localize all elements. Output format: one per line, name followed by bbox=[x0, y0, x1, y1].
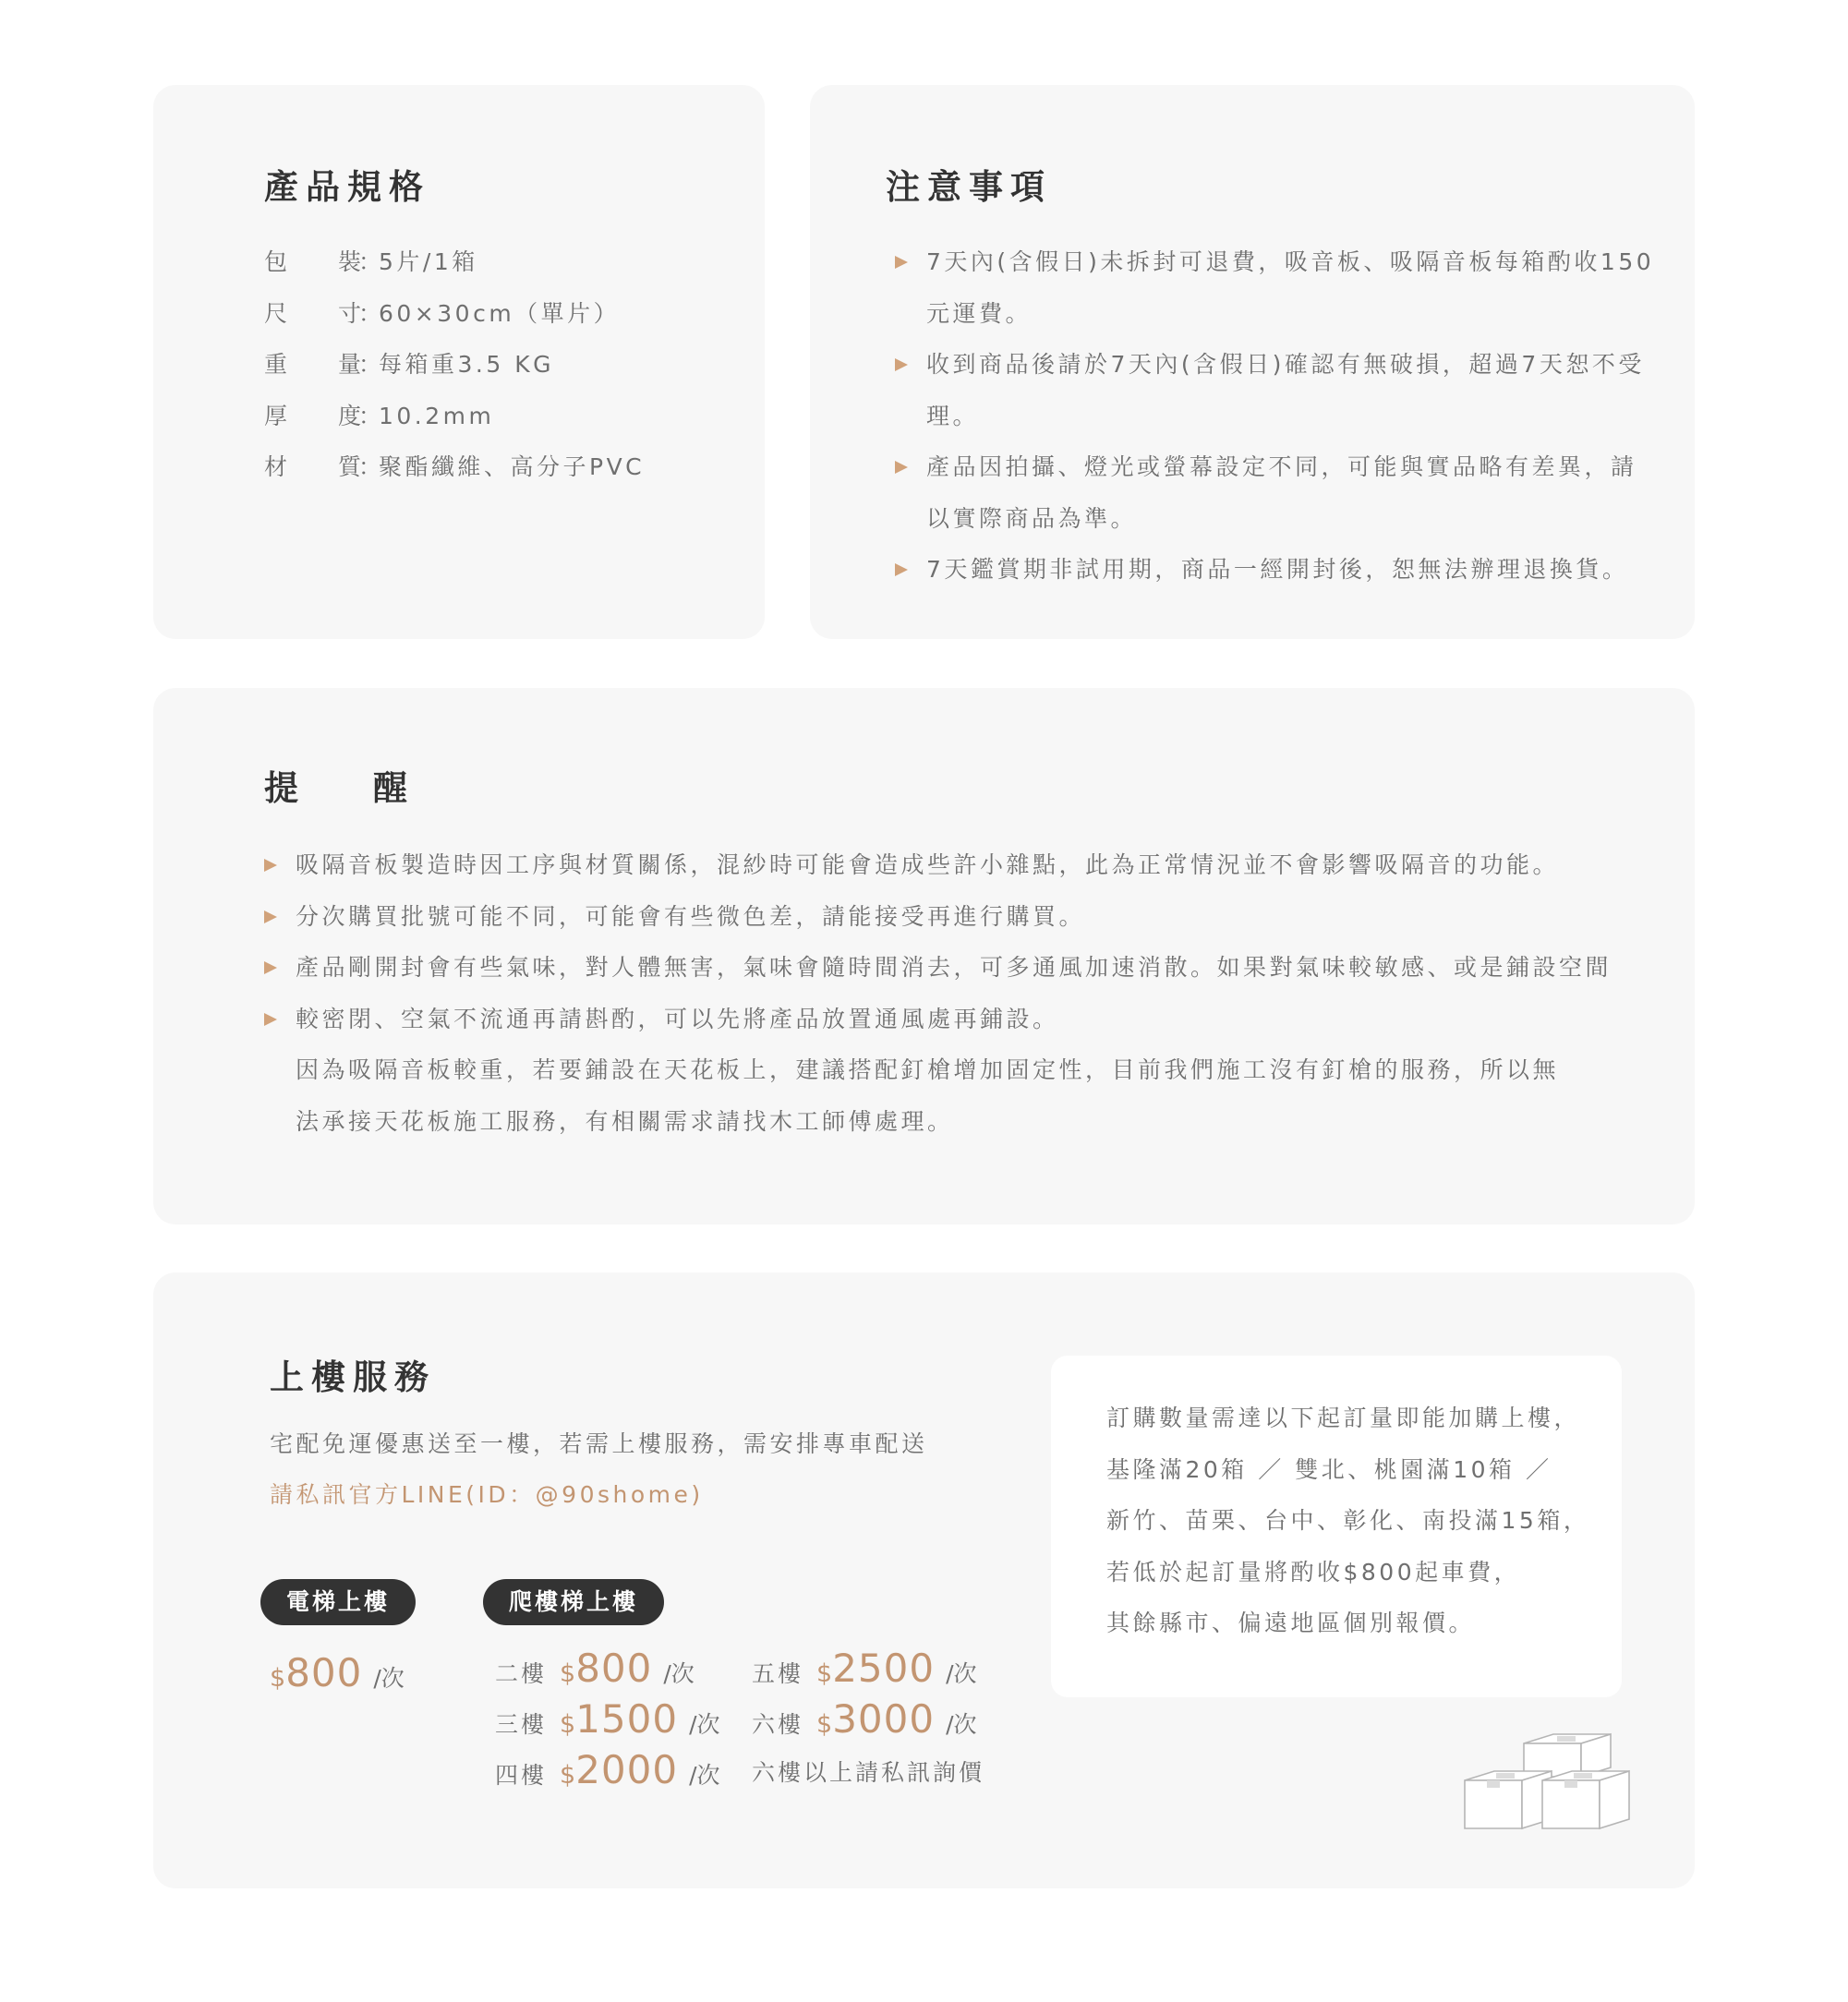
price-unit: /次 bbox=[689, 1711, 720, 1738]
reminder-item bbox=[264, 891, 1612, 943]
price-unit: /次 bbox=[663, 1660, 695, 1687]
price-unit: /次 bbox=[946, 1660, 977, 1687]
price-amount: 1500 bbox=[575, 1696, 679, 1742]
price-amount: 3000 bbox=[832, 1696, 936, 1742]
notice-line: 產品因拍攝、燈光或螢幕設定不同，可能與實品略有差異，請 bbox=[926, 453, 1637, 480]
floor-label: 五樓 bbox=[752, 1660, 804, 1687]
spec-row bbox=[264, 339, 645, 391]
floor-label: 六樓 bbox=[752, 1711, 804, 1738]
currency-sign: $ bbox=[560, 1761, 576, 1790]
reminder-item bbox=[264, 942, 1612, 994]
price-unit: /次 bbox=[689, 1762, 720, 1789]
reminder-item bbox=[264, 994, 1612, 1045]
spec-key-first: 尺 bbox=[264, 299, 291, 327]
notice-list bbox=[895, 236, 1654, 596]
minimum-order-line: 基隆滿20箱 ／ 雙北、桃園滿10箱 ／ bbox=[1106, 1455, 1552, 1483]
elevator-tag: 電梯上樓 bbox=[260, 1579, 416, 1625]
bullet-triangle-icon bbox=[895, 256, 908, 269]
price-amount: 800 bbox=[575, 1646, 653, 1691]
reminder-text: 較密閉、空氣不流通再請斟酌，可以先將產品放置通風處再鋪設。 bbox=[296, 1005, 1059, 1032]
bullet-triangle-icon bbox=[895, 358, 908, 371]
floor-label: 三樓 bbox=[495, 1711, 548, 1738]
reminder-extra-line: 法承接天花板施工服務，有相關需求請找木工師傅處理。 bbox=[296, 1107, 954, 1135]
bullet-triangle-icon bbox=[264, 859, 277, 872]
spec-key-first: 材 bbox=[264, 453, 291, 480]
spec-value: 10.2mm bbox=[379, 402, 495, 429]
notice-line: 理。 bbox=[926, 402, 980, 429]
notice-item bbox=[895, 544, 1654, 596]
spec-key-second: 度 bbox=[338, 402, 365, 429]
reminder-text: 產品剛開封會有些氣味，對人體無害，氣味會隨時間消去，可多通風加速消散。如果對氣味較敏感、或是鋪設空間 bbox=[296, 954, 1612, 981]
spec-list bbox=[264, 236, 645, 493]
bullet-triangle-icon bbox=[264, 911, 277, 923]
spec-row bbox=[264, 236, 645, 288]
minimum-order-line: 新竹、苗栗、台中、彰化、南投滿15箱， bbox=[1106, 1507, 1590, 1534]
service-title: 上樓服務 bbox=[270, 1357, 436, 1397]
reminder-list bbox=[264, 839, 1612, 1147]
stairs-price bbox=[495, 1744, 720, 1804]
floor-label: 二樓 bbox=[495, 1660, 548, 1687]
spec-key-second: 寸 bbox=[338, 299, 365, 327]
spec-row bbox=[264, 391, 645, 442]
spec-colon: ： bbox=[358, 402, 385, 429]
minimum-order-line: 若低於起訂量將酌收$800起車費， bbox=[1106, 1558, 1521, 1586]
bullet-triangle-icon bbox=[895, 461, 908, 474]
currency-sign: $ bbox=[270, 1664, 286, 1693]
spec-colon: ： bbox=[358, 453, 385, 480]
notice-item bbox=[895, 236, 1654, 339]
notice-line: 7天鑑賞期非試用期，商品一經開封後，恕無法辦理退換貨。 bbox=[926, 556, 1629, 583]
notice-line: 7天內(含假日)未拆封可退費，吸音板、吸隔音板每箱酌收150 bbox=[926, 248, 1655, 275]
reminder-extra-line: 因為吸隔音板較重，若要鋪設在天花板上，建議搭配釘槍增加固定性，目前我們施工沒有釘槍的服務，所以無 bbox=[296, 1056, 1560, 1083]
currency-sign: $ bbox=[560, 1710, 576, 1739]
currency-sign: $ bbox=[816, 1710, 833, 1739]
price-amount: 800 bbox=[285, 1650, 363, 1695]
notice-line: 收到商品後請於7天內(含假日)確認有無破損，超過7天恕不受 bbox=[926, 351, 1645, 378]
price-unit: /次 bbox=[946, 1711, 977, 1738]
minimum-order-line: 其餘縣市、偏遠地區個別報價。 bbox=[1106, 1610, 1476, 1636]
price-unit: /次 bbox=[373, 1665, 405, 1692]
spec-key-second: 裝 bbox=[338, 248, 365, 275]
stairs-price bbox=[752, 1694, 977, 1754]
price-amount: 2000 bbox=[575, 1747, 679, 1792]
spec-value: 60×30cm（單片） bbox=[379, 299, 621, 327]
spec-colon: ： bbox=[358, 351, 385, 378]
service-card bbox=[153, 1272, 1695, 1888]
minimum-order-lines bbox=[1106, 1393, 1589, 1649]
reminder-title-char: 醒 bbox=[373, 768, 407, 808]
reminder-title-char: 提 bbox=[264, 768, 298, 808]
minimum-order-line: 訂購數量需達以下起訂量即能加購上樓， bbox=[1106, 1405, 1581, 1431]
bullet-triangle-icon bbox=[895, 563, 908, 576]
notice-item bbox=[895, 441, 1654, 544]
spec-key-first: 包 bbox=[264, 248, 291, 275]
spec-key-first: 重 bbox=[264, 351, 291, 378]
notice-line: 元運費。 bbox=[926, 299, 1033, 327]
reminder-card bbox=[153, 688, 1695, 1224]
spec-colon: ： bbox=[358, 299, 385, 327]
notice-line: 以實際商品為準。 bbox=[926, 504, 1138, 532]
reminder-text: 分次購買批號可能不同，可能會有些微色差，請能接受再進行購買。 bbox=[296, 902, 1086, 930]
above-sixth-floor-note: 六樓以上請私訊詢價 bbox=[752, 1759, 985, 1786]
reminder-text: 吸隔音板製造時因工序與材質關係，混紗時可能會造成些許小雜點，此為正常情況並不會影響吸隔音的功能。 bbox=[296, 851, 1560, 878]
reminder-item bbox=[264, 839, 1612, 891]
spec-colon: ： bbox=[358, 248, 385, 275]
stairs-tag: 爬樓梯上樓 bbox=[483, 1579, 664, 1625]
price-amount: 2500 bbox=[832, 1646, 936, 1691]
line-contact-note: 請私訊官方LINE(ID：@90shome) bbox=[270, 1481, 704, 1508]
bullet-triangle-icon bbox=[264, 1013, 277, 1026]
bullet-triangle-icon bbox=[264, 961, 277, 974]
spec-key-second: 質 bbox=[338, 453, 365, 480]
notice-card bbox=[810, 85, 1695, 639]
spec-value: 聚酯纖維、高分子PVC bbox=[379, 453, 646, 480]
spec-value: 5片/1箱 bbox=[379, 248, 478, 275]
spec-row bbox=[264, 288, 645, 340]
spec-key-first: 厚 bbox=[264, 402, 291, 429]
boxes-icon bbox=[1463, 1732, 1653, 1836]
reminder-title bbox=[264, 760, 407, 810]
floor-label: 四樓 bbox=[495, 1762, 548, 1789]
spec-value: 每箱重3.5 KG bbox=[379, 351, 554, 378]
currency-sign: $ bbox=[560, 1659, 576, 1688]
elevator-price bbox=[270, 1647, 405, 1707]
spec-title: 產品規格 bbox=[264, 167, 430, 207]
service-description: 宅配免運優惠送至一樓，若需上樓服務，需安排專車配送 bbox=[270, 1430, 928, 1457]
minimum-order-box bbox=[1051, 1356, 1622, 1697]
spec-row bbox=[264, 441, 645, 493]
spec-card bbox=[153, 85, 765, 639]
spec-key-second: 量 bbox=[338, 351, 365, 378]
currency-sign: $ bbox=[816, 1659, 833, 1688]
notice-item bbox=[895, 339, 1654, 441]
notice-title: 注意事項 bbox=[886, 167, 1052, 207]
